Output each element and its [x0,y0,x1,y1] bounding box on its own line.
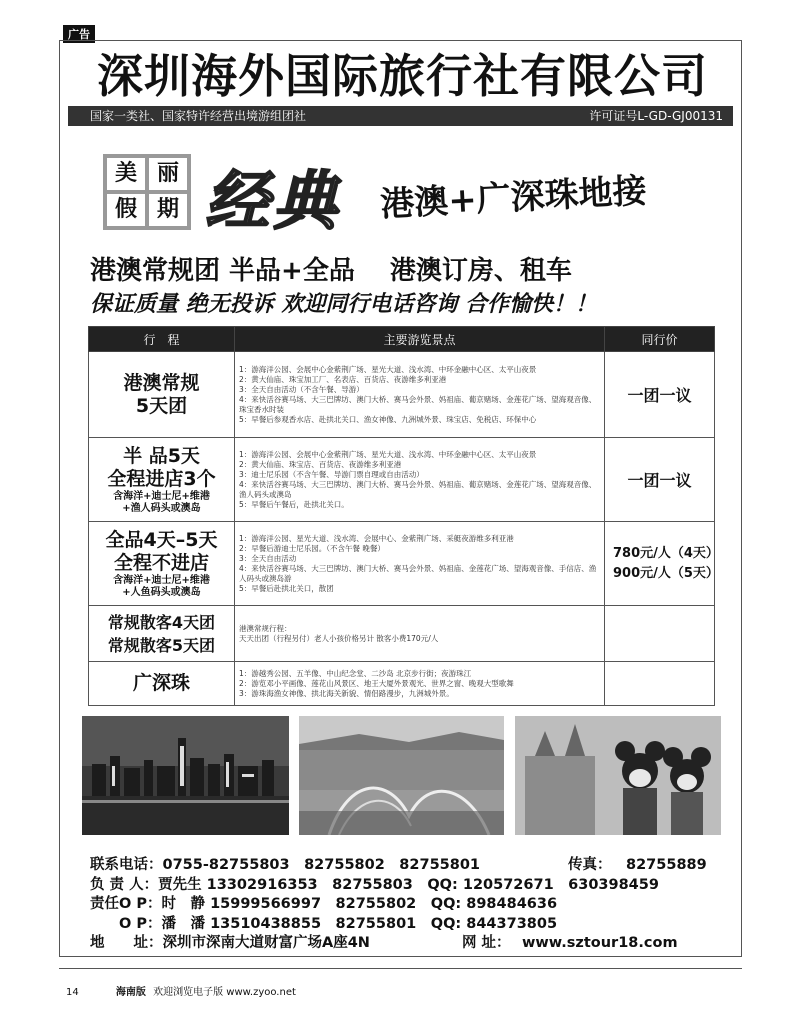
contact-value: 贾先生 13302916353 82755803 QQ: 120572671 630398459 [158,876,659,893]
price-cell: 一团一议 [605,352,715,438]
contact-row-op1 [90,895,730,915]
ad-tag: 广告 [63,25,95,43]
route-title: 全品4天–5天 [105,528,218,551]
sights-cell [235,352,605,438]
header-route: 行 程 [89,327,235,352]
sight-line: 4：来快活谷赛马场、大三巴牌坊、澳门大桥、赛马会外景、妈祖庙、金莲花广场、望海观音像、手信店、渔人码头或澳岛游 [239,563,597,583]
route-note: 含海洋+迪士尼+维港 [113,490,210,502]
header-sights: 主要游览景点 [235,327,605,352]
contact-row-address [90,934,730,954]
page-number: 14 [66,987,79,998]
footer-divider [59,968,742,969]
company-name: 深圳海外国际旅行社有限公司 [97,49,708,103]
sight-line: 1：游海洋公园、会展中心金紫荆广场、星光大道、浅水湾、中环金融中心区、太平山夜景 [239,449,537,459]
route-title: 广深珠 [132,672,190,694]
sight-line: 5：早餐后参观香水店、赴拱北关口、渔女神像、九洲城外景、珠宝店、免税店、环保中心 [239,414,537,424]
ocean-park-photo [299,716,504,835]
route-cell [89,606,235,662]
contact-block [90,856,730,954]
sight-line: 1：游海洋公园、星光大道、浅水湾、会展中心、金紫荆广场、采艇夜游维多利亚港 [239,533,514,543]
subtitle-bar [68,106,733,126]
sight-line: 4：来快活谷赛马场、大三巴牌坊、澳门大桥、赛马会外景、妈祖庙、葡京赌场、金莲花广场、望海观音像、渔人码头或澳岛 [239,479,597,499]
sight-line: 3：迪士尼乐园（不含午餐、导游门票自理或自由活动） [239,469,424,479]
table-row [89,522,715,606]
contact-row-phone [90,856,730,876]
sight-line: 港澳常规行程： [239,623,292,633]
website-label: 网 址： [462,935,511,951]
route-note: 含海洋+迪士尼+维港 [113,574,210,586]
hong-kong-night-photo [82,716,289,835]
sights-cell [235,606,605,662]
route-note: +人鱼码头或澳岛 [122,586,201,598]
contact-label: 联系电话： [90,857,163,873]
sight-line: 2：黄大仙庙、珠宝店、百货店、夜游维多利亚港 [239,459,402,469]
sight-line: 2：黄大仙庙、珠宝加工厂、名表店、百货店、夜游维多利亚港 [239,374,447,384]
edition-brand: 海南版 [115,987,146,998]
sight-line: 2：游览邓小平画像、莲花山风景区、地王大厦外景观光、世界之窗、晚观大型歌舞 [239,678,514,688]
classic-title: 经典 [205,165,341,239]
license-number: 许可证号L-GD-GJ00131 [589,109,723,123]
route-cell [89,352,235,438]
route-title: 常规散客4天团 [107,612,216,632]
badge-char: 期 [149,194,187,226]
badge-char: 丽 [149,158,187,190]
price-5-day: 900元/人（5天） [613,565,719,581]
sight-line: 3：全天自由活动（不含午餐、导游） [239,384,364,394]
price-4-day: 780元/人（4天） [613,545,719,561]
beautiful-holiday-badge [103,154,191,230]
badge-char: 美 [107,158,145,190]
contact-label: 责任O P： [90,896,162,912]
sight-line: 天天出团（行程另付）老人小孩价格另计 散客小费170元/人 [239,633,439,643]
route-note: +渔人码头或澳岛 [122,502,201,514]
contact-row-manager [90,876,730,896]
contact-row-op2 [90,915,730,935]
main-slogan: 港澳+广深珠地接 [379,171,648,225]
contact-label: 负 责 人： [90,876,159,893]
fax-label: 传真： [568,857,612,873]
badge-char: 假 [107,194,145,226]
price-cell [605,522,719,606]
sight-line: 4：来快活谷赛马场、大三巴牌坊、澳门大桥、赛马会外景、妈祖庙、葡京赌场、金莲花广场、望海观音像、珠宝香水时装 [239,394,597,414]
contact-label: O P： [90,915,162,932]
route-cell [89,522,235,606]
table-row [89,352,715,438]
sights-cell [235,438,605,522]
contact-value: 0755-82755803 82755802 82755801 [162,857,481,873]
price-cell [605,606,715,662]
sight-line: 3：全天自由活动 [239,553,297,563]
price-cell: 一团一议 [605,438,715,522]
table-row [89,606,715,662]
headline-quality: 保证质量 绝无投诉 欢迎同行电话咨询 合作愉快！！ [90,292,597,317]
sight-line: 3：游珠海渔女神像、拱北海关新貌、情侣路漫步，九洲城外景。 [239,688,454,698]
route-title: 5天团 [135,394,188,417]
route-title: 全程进店3个 [107,467,216,490]
route-title: 半 品5天 [123,444,200,467]
route-cell [89,662,235,706]
sight-line: 1：游海洋公园、会展中心金紫荆广场、星光大道、浅水湾、中环金融中心区、太平山夜景 [239,364,537,374]
route-title: 全程不进店 [113,551,209,574]
route-cell [89,438,235,522]
disneyland-photo [515,716,721,835]
footer [66,983,296,998]
contact-value: 潘 潘 13510438855 82755801 QQ: 844373805 [161,915,558,932]
sight-line: 5：早餐后午餐后，赴拱北关口。 [239,499,349,509]
sight-line: 1：游越秀公园、五羊像、中山纪念堂、二沙岛 北京步行街；夜游珠江 [239,668,472,678]
route-title: 常规散客5天团 [107,635,216,655]
address-value: 深圳市深南大道财富广场A座4N [162,935,370,951]
header-price: 同行价 [605,327,715,352]
subtitle-left: 国家一类社、国家特许经营出境游组团社 [90,109,307,123]
sight-line: 5：早餐后赴拱北关口，散团 [239,583,334,593]
price-cell [605,662,715,706]
headline-services: 港澳常规团 半品+全品 港澳订房、租车 [90,256,572,286]
footer-text: 欢迎浏览电子版 www.zyoo.net [153,987,296,998]
sight-line: 2：早餐后游迪士尼乐园。（不含午餐 晚餐） [239,543,385,553]
website-link[interactable]: www.sztour18.com [522,935,678,951]
table-header-row [89,327,715,352]
tour-table [88,326,719,706]
fax-value: 82755889 [626,857,707,873]
table-row [89,662,715,706]
table-row [89,438,715,522]
contact-value: 时 静 15999566997 82755802 QQ: 898484636 [161,896,558,912]
contact-label: 地 址： [90,935,163,951]
sights-cell [235,522,605,606]
route-title: 港澳常规 [123,371,200,394]
sights-cell [235,662,605,706]
